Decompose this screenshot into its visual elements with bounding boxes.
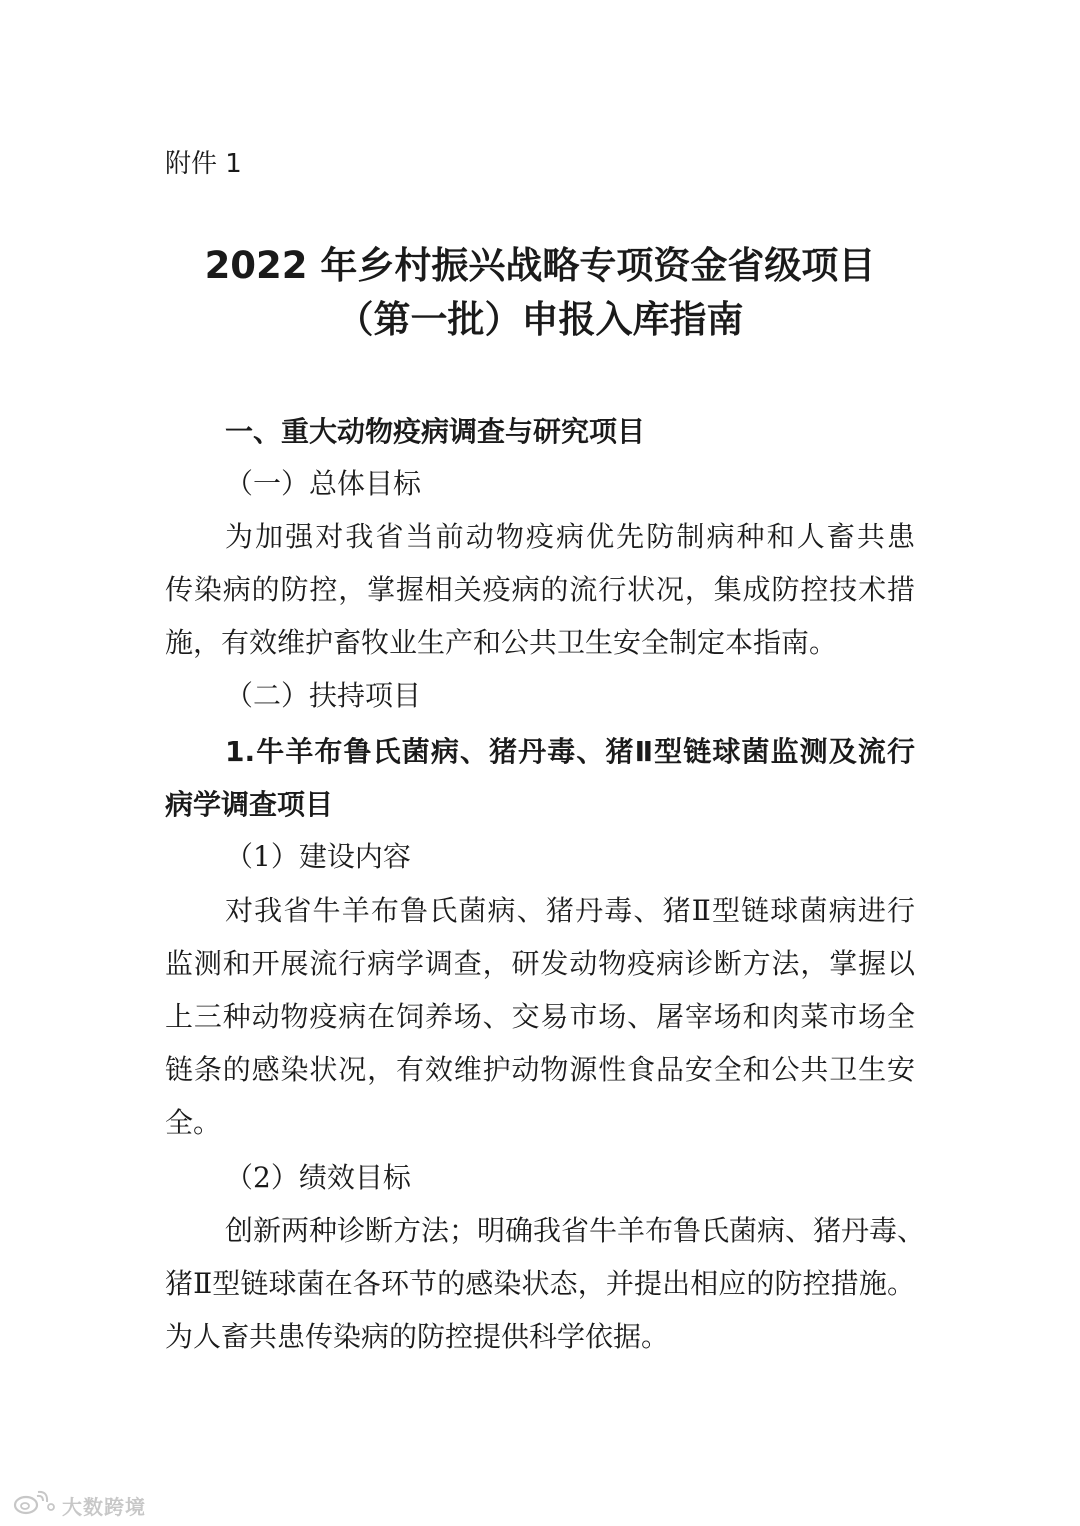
paragraph-line: 监测和开展流行病学调查，研发动物疫病诊断方法，掌握以 [165, 947, 915, 980]
section-heading: 一、重大动物疫病调查与研究项目 [225, 415, 646, 448]
project-title-line: 病学调查项目 [165, 788, 334, 821]
subsection-heading-overall-goal: （一）总体目标 [225, 467, 422, 500]
weibo-logo-icon [12, 1490, 56, 1521]
project-title-line: 1.牛羊布鲁氏菌病、猪丹毒、猪Ⅱ型链球菌监测及流行 [225, 735, 915, 768]
watermark-text: 大数跨境 [62, 1494, 146, 1519]
paragraph-line: 上三种动物疫病在饲养场、交易市场、屠宰场和肉菜市场全 [165, 1000, 915, 1033]
subsection-heading-supported-projects: （二）扶持项目 [225, 679, 422, 712]
watermark [12, 1490, 146, 1520]
paragraph-line: 对我省牛羊布鲁氏菌病、猪丹毒、猪Ⅱ型链球菌病进行 [225, 894, 915, 927]
content-heading: （1）建设内容 [225, 840, 411, 873]
paragraph-line: 猪Ⅱ型链球菌在各环节的感染状态，并提出相应的防控措施。 [165, 1267, 915, 1300]
document-title-line-1: 2022 年乡村振兴战略专项资金省级项目 [204, 244, 876, 287]
goal-heading: （2）绩效目标 [225, 1161, 411, 1194]
paragraph-line: 为人畜共患传染病的防控提供科学依据。 [165, 1320, 670, 1353]
paragraph-line: 链条的感染状况，有效维护动物源性食品安全和公共卫生安 [165, 1053, 915, 1086]
annex-label: 附件 1 [165, 149, 242, 179]
document-title-line-2: （第一批）申报入库指南 [336, 298, 744, 341]
paragraph-line: 施，有效维护畜牧业生产和公共卫生安全制定本指南。 [165, 626, 838, 659]
paragraph-line: 传染病的防控，掌握相关疫病的流行状况，集成防控技术措 [165, 573, 915, 606]
paragraph-line: 为加强对我省当前动物疫病优先防制病种和人畜共患 [225, 520, 915, 553]
paragraph-line: 创新两种诊断方法；明确我省牛羊布鲁氏菌病、猪丹毒、 [225, 1214, 926, 1247]
paragraph-line: 全。 [165, 1106, 222, 1139]
